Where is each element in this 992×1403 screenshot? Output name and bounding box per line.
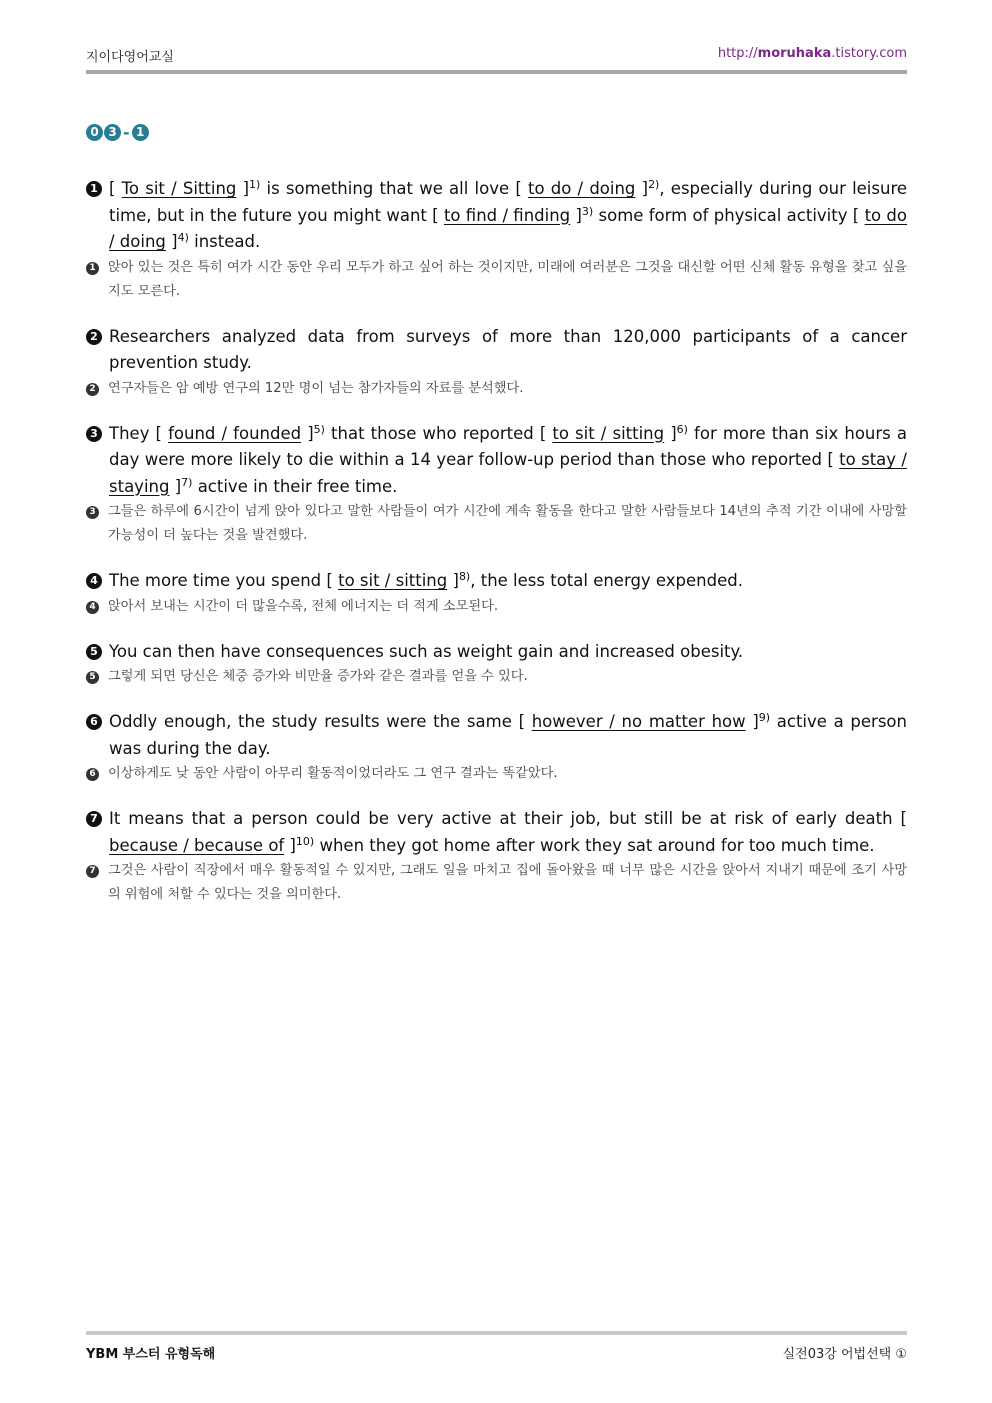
korean-translation — [86, 859, 907, 907]
sentence-block — [86, 421, 907, 549]
footer-book-title: YBM 부스터 유형독해 — [86, 1347, 216, 1362]
sentence-text: ] — [635, 179, 649, 198]
question-number: 1) — [249, 178, 261, 191]
section-number — [86, 120, 149, 144]
translation-number-badge: 3 — [86, 506, 99, 519]
sentence-block — [86, 176, 907, 304]
korean-translation — [86, 762, 907, 786]
sentence-text: You can then have consequences such as weight gain and increased obesity. — [109, 641, 744, 661]
sentence-text: ] — [169, 476, 182, 496]
translation-text: 연구자들은 암 예방 연구의 12만 명이 넘는 참가자들의 자료를 분석했다. — [108, 380, 524, 396]
footer-lesson-label: 실전03강 어법선택 ① — [782, 1347, 907, 1362]
grammar-choice-option: To sit / Sitting — [121, 179, 237, 198]
sentence-number-badge: 7 — [86, 811, 102, 827]
english-sentence — [86, 421, 907, 501]
question-number: 4) — [177, 231, 189, 244]
sentence-text: , especially during our leisure time, but in the future you might want [ — [109, 179, 908, 225]
translation-text: 그렇게 되면 당신은 체중 증가와 비만율 증가와 같은 결과를 얻을 수 있다. — [108, 669, 528, 684]
sentence-number-badge: 6 — [86, 714, 102, 730]
grammar-choice-option: however / no matter how — [531, 712, 746, 731]
sentence-text: when they got home after work they sat around for too much time. — [314, 835, 875, 855]
sentence-text: for more than six hours a day were more likely to die within a 14 year follow-up period than those who reported [ — [109, 423, 907, 469]
translation-text: 그것은 사람이 직장에서 매우 활동적일 수 있지만, 그래도 일을 마치고 집에 돌아왔을 때 너무 많은 시간을 앉아서 지내기 때문에 조기 사망의 위험에 처할 수 있다는 것을 의미한다. — [108, 863, 907, 902]
question-number: 10) — [295, 834, 315, 848]
sentence-text: some form of physical activity [ — [593, 205, 865, 225]
sentence-number-badge: 2 — [86, 329, 102, 345]
sentence-text: active a person was during the day. — [109, 712, 907, 758]
translation-number-badge: 2 — [86, 383, 99, 396]
question-number: 3) — [581, 204, 594, 218]
sentence-number-badge: 5 — [86, 644, 102, 660]
translation-text: 그들은 하루에 6시간이 넘게 앉아 있다고 말한 사람들이 여가 시간에 계속 활동을 한다고 말한 사람들보다 14년의 추적 기간 이내에 사망할 가능성이 더 높다는 것을 발견했다. — [108, 504, 907, 543]
sentence-block — [86, 568, 907, 619]
header-title: 지이다영어교실 — [86, 50, 174, 65]
sentence-text: It means that a person could be very active at their job, but still be at risk of early death [ — [109, 809, 907, 828]
sentence-text: active in their free time. — [192, 476, 398, 496]
section-separator: - — [123, 122, 130, 142]
sentence-text: ] — [570, 205, 582, 225]
grammar-choice-option: to sit / sitting — [338, 571, 448, 590]
sentence-text: ] — [301, 423, 314, 443]
question-number: 9) — [758, 711, 771, 724]
korean-translation — [86, 665, 907, 689]
english-sentence — [86, 324, 907, 377]
korean-translation — [86, 377, 907, 401]
translation-number-badge: 4 — [86, 601, 99, 614]
translation-text: 앉아 있는 것은 특히 여가 시간 동안 우리 모두가 하고 싶어 하는 것이지만, 미래에 여러분은 그것을 대신할 어떤 신체 활동 유형을 찾고 싶을지도 모른다. — [108, 259, 907, 299]
sentence-text: ] — [664, 423, 677, 443]
korean-translation — [86, 500, 907, 548]
grammar-choice-option: to sit / sitting — [552, 423, 665, 443]
grammar-choice-option: to stay / staying — [109, 450, 907, 496]
sentence-text: is something that we all love [ — [260, 179, 528, 198]
passage-content — [86, 176, 907, 927]
english-sentence — [86, 806, 907, 859]
header-divider — [86, 70, 907, 74]
english-sentence — [86, 639, 907, 666]
question-number: 7) — [181, 475, 193, 489]
sentence-text: The more time you spend [ — [109, 571, 339, 590]
sentence-block — [86, 639, 907, 690]
translation-number-badge: 5 — [86, 671, 99, 684]
sentence-block — [86, 806, 907, 907]
grammar-choice-option: found / founded — [168, 423, 302, 443]
korean-translation — [86, 256, 907, 304]
question-number: 2) — [648, 178, 660, 191]
translation-text: 앉아서 보내는 시간이 더 많을수록, 전체 에너지는 더 적게 소모된다. — [108, 598, 499, 614]
sentence-text: Researchers analyzed data from surveys of more than 120,000 participants of a cancer prevention study. — [109, 326, 907, 372]
translation-text: 이상하게도 낮 동안 사람이 아무리 활동적이었더라도 그 연구 결과는 똑같았다. — [108, 766, 558, 781]
sentence-text: that those who reported [ — [324, 423, 553, 443]
grammar-choice-option: to do / doing — [528, 179, 636, 198]
translation-number-badge: 7 — [86, 865, 99, 878]
footer-divider — [86, 1331, 907, 1335]
sentence-block — [86, 709, 907, 786]
sentence-text: ] — [745, 712, 759, 731]
sentence-number-badge: 1 — [86, 181, 102, 197]
section-badge-3: 1 — [132, 124, 149, 141]
sentence-text: Oddly enough, the study results were the same [ — [109, 712, 532, 731]
korean-translation — [86, 595, 907, 619]
question-number: 6) — [676, 422, 688, 436]
sentence-text: ] — [236, 179, 250, 198]
sentence-text: , the less total energy expended. — [470, 571, 743, 590]
sentence-text: ] — [284, 835, 296, 855]
sentence-text: instead. — [188, 232, 261, 251]
english-sentence — [86, 709, 907, 762]
sentence-text: ] — [165, 232, 178, 251]
section-badge-2: 3 — [104, 124, 121, 141]
grammar-choice-option: to find / finding — [443, 205, 571, 225]
question-number: 5) — [313, 422, 325, 436]
sentence-text: ] — [447, 571, 459, 590]
question-number: 8) — [458, 570, 471, 583]
sentence-text: They [ — [109, 423, 169, 443]
grammar-choice-option: to do / doing — [109, 205, 908, 251]
translation-number-badge: 1 — [86, 262, 99, 275]
page-header — [86, 44, 907, 66]
section-badge-1: 0 — [86, 124, 103, 141]
sentence-text: [ — [109, 179, 122, 198]
grammar-choice-option: because / because of — [109, 835, 285, 855]
english-sentence — [86, 568, 907, 595]
sentence-number-badge: 4 — [86, 573, 102, 589]
sentence-block — [86, 324, 907, 401]
translation-number-badge: 6 — [86, 768, 99, 781]
english-sentence — [86, 176, 907, 256]
header-url[interactable]: http://moruhaka.tistory.com — [717, 46, 907, 61]
sentence-number-badge: 3 — [86, 426, 102, 442]
